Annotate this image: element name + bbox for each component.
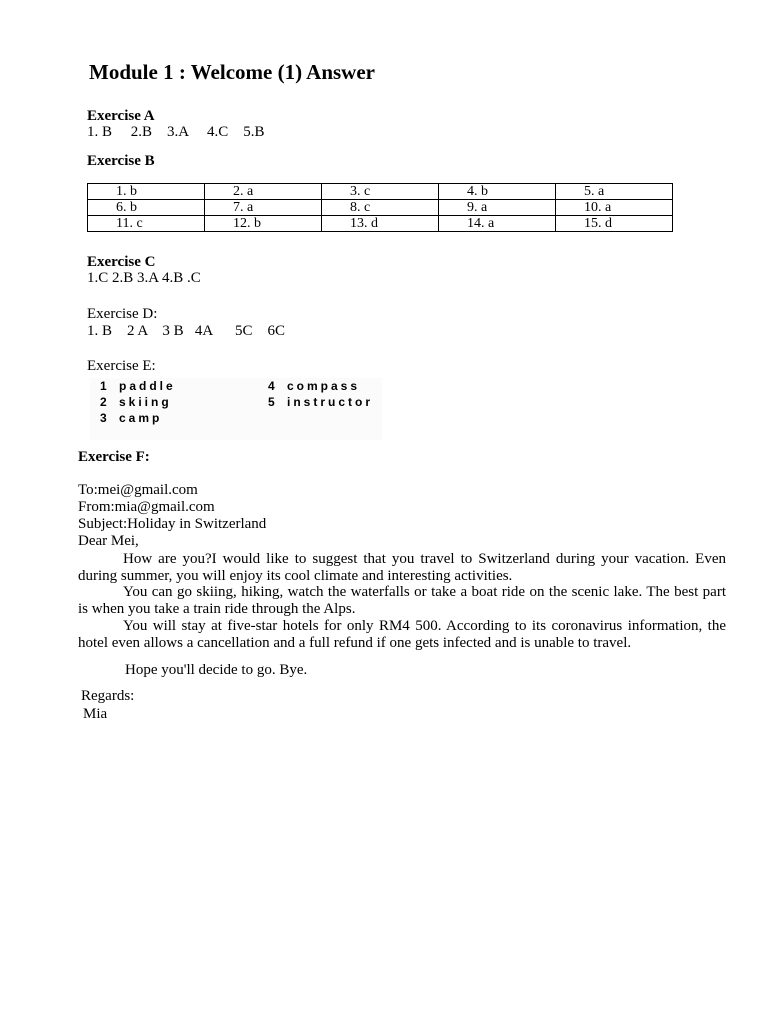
exercise-e-word-list [90, 378, 382, 440]
table-row [88, 184, 673, 200]
letter-paragraph: You will stay at five-star hotels for only RM4 500. According to its coronavirus information, the hotel even allows a cancellation and a full refund if one gets infected and is unable to travel. [78, 618, 726, 651]
table-cell: 15. d [556, 216, 673, 232]
page-title: Module 1 : Welcome (1) Answer [89, 60, 375, 84]
letter-signature: Mia [83, 706, 108, 722]
letter-greeting: Dear Mei, [78, 533, 139, 549]
letter-closing: Regards: [81, 688, 135, 704]
table-cell: 11. c [88, 216, 205, 232]
exercise-d-heading: Exercise D: [87, 306, 158, 322]
exercise-d-answers: 1. B 2 A 3 B 4A 5C 6C [87, 323, 285, 339]
exercise-f-heading: Exercise F: [78, 449, 150, 465]
email-from: From:mia@gmail.com [78, 499, 215, 515]
table-cell: 10. a [556, 200, 673, 216]
table-cell: 3. c [322, 184, 439, 200]
table-cell: 12. b [205, 216, 322, 232]
table-cell: 7. a [205, 200, 322, 216]
table-cell: 4. b [439, 184, 556, 200]
exercise-a-answers: 1. B 2.B 3.A 4.C 5.B [87, 124, 265, 140]
table-row [88, 200, 673, 216]
table-cell: 2. a [205, 184, 322, 200]
exercise-b-table [87, 183, 673, 232]
table-cell: 5. a [556, 184, 673, 200]
letter-paragraph: How are you?I would like to suggest that you travel to Switzerland during your vacation. Even during summer, you will enjoy its cool climate and interesting activities. [78, 551, 726, 584]
list-item: 2 skiing [100, 395, 172, 409]
table-row [88, 216, 673, 232]
letter-paragraph: You can go skiing, hiking, watch the waterfalls or take a boat ride on the scenic lake. The best part is when you take a train ride through the Alps. [78, 584, 726, 617]
exercise-a-heading: Exercise A [87, 108, 155, 124]
list-item: 5 instructor [268, 395, 374, 409]
email-to: To:mei@gmail.com [78, 482, 198, 498]
exercise-e-heading: Exercise E: [87, 358, 156, 374]
table-cell: 13. d [322, 216, 439, 232]
letter-paragraph: Hope you'll decide to go. Bye. [125, 662, 308, 678]
table-cell: 14. a [439, 216, 556, 232]
table-cell: 9. a [439, 200, 556, 216]
exercise-c-heading: Exercise C [87, 254, 156, 270]
table-cell: 1. b [88, 184, 205, 200]
list-item: 1 paddle [100, 379, 176, 393]
list-item: 3 camp [100, 411, 163, 425]
exercise-c-answers: 1.C 2.B 3.A 4.B .C [87, 270, 201, 286]
table-cell: 6. b [88, 200, 205, 216]
exercise-b-heading: Exercise B [87, 153, 155, 169]
table-cell: 8. c [322, 200, 439, 216]
email-subject: Subject:Holiday in Switzerland [78, 516, 267, 532]
list-item: 4 compass [268, 379, 361, 393]
